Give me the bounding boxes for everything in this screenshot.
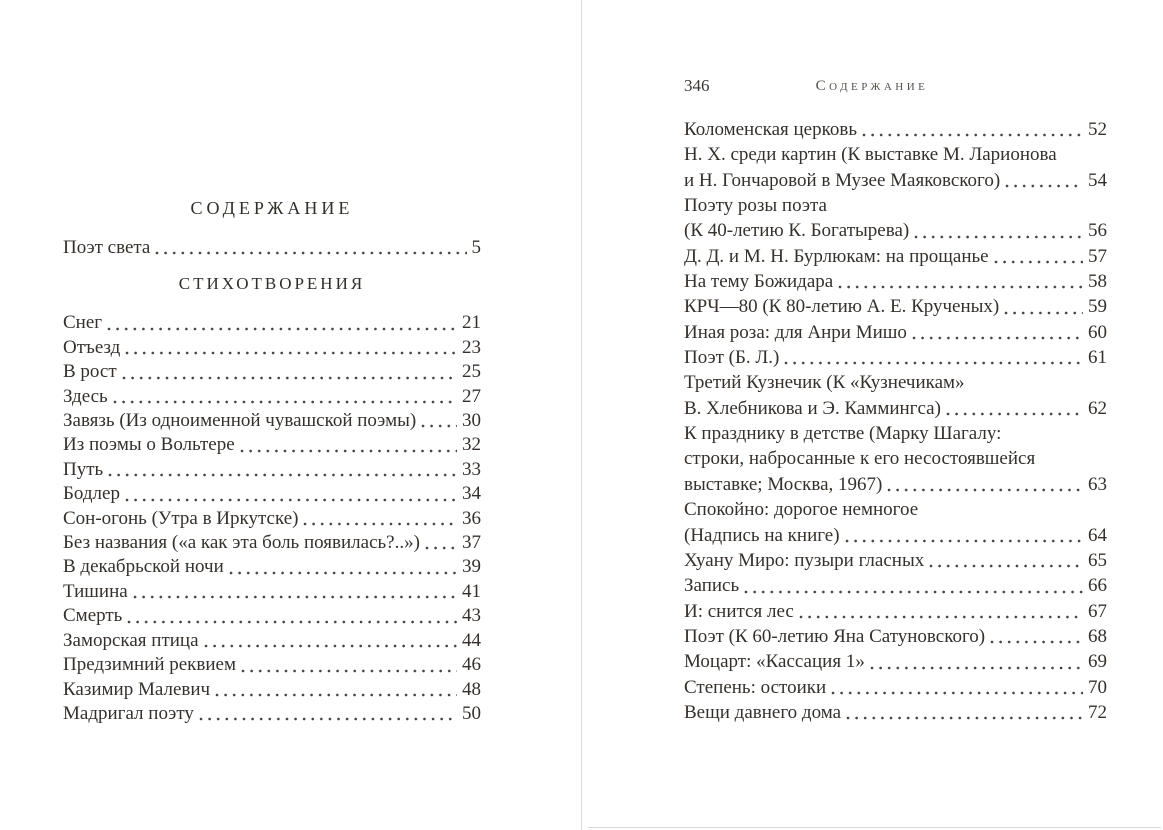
toc-entry-title: Хуану Миро: пузыри гласных <box>684 549 925 571</box>
toc-entry-line <box>684 548 1107 573</box>
toc-entry-page-number: 57 <box>1088 245 1107 267</box>
toc-entry-line <box>63 458 481 482</box>
dot-leader <box>865 649 1088 674</box>
toc-entry-title: Отъезд <box>63 336 121 358</box>
dot-leader <box>779 345 1088 370</box>
toc-entry-page-number: 58 <box>1088 271 1107 293</box>
toc-entry-page-number: 33 <box>462 458 481 480</box>
dot-leader <box>924 548 1088 573</box>
page-edge-line <box>588 827 1161 828</box>
dot-leader <box>909 218 1088 243</box>
toc-entry-title: Поэт (Б. Л.) <box>684 347 780 369</box>
toc-entry-title: Поэт света <box>63 237 151 258</box>
toc-entry-page-number: 23 <box>462 336 481 358</box>
toc-entry-line <box>684 244 1107 269</box>
toc-entry-line <box>684 599 1107 624</box>
toc-entry-page-number: 30 <box>462 410 481 432</box>
dot-leader <box>420 531 462 555</box>
toc-entry-line <box>684 446 1107 471</box>
toc-entry-line <box>684 193 1107 218</box>
right-page-header <box>592 76 1152 98</box>
running-title: Содержание <box>815 78 929 94</box>
dot-leader <box>224 555 462 579</box>
toc-entry-page-number: 66 <box>1088 575 1107 597</box>
toc-entry-line <box>63 433 481 457</box>
toc-entry-line <box>684 624 1107 649</box>
toc-main-title: СОДЕРЖАНИЕ <box>190 198 354 218</box>
toc-entry-line <box>63 678 481 702</box>
toc-entry-line <box>684 117 1107 142</box>
toc-entry-line <box>684 396 1107 421</box>
toc-entry-title: Сон-огонь (Утра в Иркутске) <box>63 507 299 529</box>
toc-entry-page-number: 65 <box>1088 549 1107 571</box>
toc-entry-title: Из поэмы о Вольтере <box>63 434 235 456</box>
toc-entry-page-number: 72 <box>1088 701 1107 723</box>
toc-entry-line <box>684 269 1107 294</box>
toc-entry-line <box>684 497 1107 522</box>
dot-leader <box>210 678 462 702</box>
dot-leader <box>236 653 462 677</box>
toc-entry-page-number: 54 <box>1088 169 1107 191</box>
page-number-folio: 346 <box>684 76 710 95</box>
toc-entry-line <box>63 580 481 604</box>
dot-leader <box>941 396 1088 421</box>
dot-leader <box>989 244 1088 269</box>
dot-leader <box>826 675 1088 700</box>
dot-leader <box>103 458 462 482</box>
toc-entry-page-number: 25 <box>462 361 481 383</box>
toc-entry-line <box>684 573 1107 598</box>
toc-entry-page-number: 68 <box>1088 625 1107 647</box>
toc-entry-page-number: 41 <box>462 580 481 602</box>
toc-front-list <box>63 236 481 260</box>
toc-entry-line <box>63 604 481 628</box>
dot-leader <box>999 294 1088 319</box>
toc-entry-title: Тишина <box>63 580 128 602</box>
toc-entry-title: Смерть <box>63 605 123 627</box>
toc-entry-line <box>684 523 1107 548</box>
toc-entry-line <box>684 142 1107 167</box>
toc-entry-title: Моцарт: «Кассация 1» <box>684 651 865 673</box>
toc-entry-title: Мадригал поэту <box>63 702 194 724</box>
toc-entry-line <box>684 294 1107 319</box>
toc-entry-title: Путь <box>63 458 104 480</box>
toc-entry-title: и Н. Гончаровой в Музее Маяковского) <box>684 169 1001 191</box>
toc-entry-line <box>63 555 481 579</box>
dot-leader <box>199 629 462 653</box>
toc-entry-title: И: снится лес <box>684 600 794 622</box>
dot-leader <box>1000 168 1088 193</box>
toc-entry-line <box>63 311 481 335</box>
toc-entry-page-number: 44 <box>462 629 481 651</box>
right-page <box>684 117 1107 725</box>
toc-entry-line <box>63 482 481 506</box>
dot-leader <box>833 269 1088 294</box>
toc-entry-page-number: 60 <box>1088 321 1107 343</box>
toc-entry-title: КРЧ—80 (К 80-летию А. Е. Крученых) <box>684 296 1000 318</box>
toc-entry-title: Степень: остоики <box>684 676 827 698</box>
toc-entry-title: Запись <box>684 575 740 597</box>
toc-entry-line <box>63 385 481 409</box>
toc-entry-page-number: 62 <box>1088 397 1107 419</box>
toc-entry-line <box>63 409 481 433</box>
toc-entry-line <box>684 700 1107 725</box>
toc-entry-page-number: 37 <box>462 532 481 554</box>
toc-entry-page-number: 63 <box>1088 473 1107 495</box>
toc-entry-page-number: 34 <box>462 483 481 505</box>
toc-entry-title: выставке; Москва, 1967) <box>684 473 883 495</box>
toc-entry-title: В рост <box>63 361 117 383</box>
toc-entry-page-number: 5 <box>471 237 481 258</box>
toc-entry-line <box>684 370 1107 395</box>
toc-entry-page-number: 39 <box>462 556 481 578</box>
dot-leader <box>907 320 1088 345</box>
toc-entry-line <box>684 675 1107 700</box>
dot-leader <box>108 385 462 409</box>
toc-entry-title: В. Хлебникова и Э. Каммингса) <box>684 397 941 419</box>
toc-section-title: СТИХОТВОРЕНИЯ <box>178 274 366 294</box>
toc-entry-page-number: 32 <box>462 434 481 456</box>
toc-list-left <box>63 311 481 726</box>
toc-entry-line <box>63 360 481 384</box>
toc-entry-line <box>63 653 481 677</box>
dot-leader <box>120 482 462 506</box>
toc-entry-title: Поэт (К 60-летию Яна Сатуновского) <box>684 625 986 647</box>
toc-entry-title: Здесь <box>63 385 108 407</box>
dot-leader <box>882 472 1088 497</box>
toc-entry-title: К празднику в детстве (Марку Шагалу: <box>684 423 1002 445</box>
toc-entry-title: Д. Д. и М. Н. Бурлюкам: на прощанье <box>684 245 989 267</box>
toc-entry-page-number: 46 <box>462 654 481 676</box>
toc-entry-page-number: 43 <box>462 605 481 627</box>
dot-leader <box>416 409 462 433</box>
toc-entry-title: Без названия («а как эта боль появилась?..») <box>63 532 420 554</box>
dot-leader <box>128 580 462 604</box>
toc-entry-title: На тему Божидара <box>684 271 834 293</box>
toc-entry-title: (Надпись на книге) <box>684 524 840 546</box>
toc-entry-title: Предзимний реквием <box>63 654 237 676</box>
toc-entry-page-number: 21 <box>462 312 481 334</box>
left-page <box>63 196 481 726</box>
toc-entry-line <box>684 320 1107 345</box>
toc-entry-title: строки, набросанные к его несостоявшейся <box>684 448 1036 470</box>
toc-entry-title: Спокойно: дорогое немногое <box>684 499 919 521</box>
toc-entry-page-number: 50 <box>462 702 481 724</box>
dot-leader <box>298 507 462 531</box>
toc-entry-line <box>63 507 481 531</box>
dot-leader <box>841 700 1088 725</box>
toc-entry-page-number: 64 <box>1088 524 1107 546</box>
toc-entry-title: Снег <box>63 312 103 334</box>
toc-entry-title: Заморская птица <box>63 629 199 651</box>
dot-leader <box>102 311 462 335</box>
dot-leader <box>985 624 1088 649</box>
toc-list-right <box>684 117 1107 725</box>
toc-entry-title: Завязь (Из одноименной чувашской поэмы) <box>63 410 417 432</box>
dot-leader <box>194 702 462 726</box>
toc-entry-line <box>63 702 481 726</box>
toc-entry-page-number: 36 <box>462 507 481 529</box>
toc-entry-title: Коломенская церковь <box>684 119 858 140</box>
toc-entry-line <box>63 336 481 360</box>
dot-leader <box>840 523 1088 548</box>
toc-entry-title: Иная роза: для Анри Мишо <box>684 321 907 343</box>
toc-entry-title: В декабрьской ночи <box>63 556 224 578</box>
toc-entry-page-number: 59 <box>1088 296 1107 318</box>
dot-leader <box>120 336 462 360</box>
toc-entry-line <box>684 168 1107 193</box>
toc-entry-title: Казимир Малевич <box>63 678 211 700</box>
toc-entry-page-number: 27 <box>462 385 481 407</box>
toc-entry-page-number: 61 <box>1088 347 1107 369</box>
toc-entry-line <box>684 218 1107 243</box>
toc-entry-page-number: 52 <box>1088 119 1107 140</box>
dot-leader <box>857 117 1088 142</box>
toc-entry-page-number: 70 <box>1088 676 1107 698</box>
toc-entry-line <box>684 472 1107 497</box>
page-gutter-line <box>581 0 582 830</box>
toc-entry-title: Поэту розы поэта <box>684 195 827 217</box>
dot-leader <box>794 599 1088 624</box>
dot-leader <box>235 433 462 457</box>
toc-entry-title: (К 40-летию К. Богатырева) <box>684 220 910 242</box>
toc-entry-line <box>63 531 481 555</box>
dot-leader <box>117 360 462 384</box>
toc-entry-title: Бодлер <box>63 483 120 505</box>
dot-leader <box>122 604 462 628</box>
dot-leader <box>739 573 1088 598</box>
toc-entry-page-number: 48 <box>462 678 481 700</box>
toc-entry-page-number: 56 <box>1088 220 1107 242</box>
toc-entry-line <box>684 649 1107 674</box>
toc-entry-line <box>684 345 1107 370</box>
toc-entry-title: Третий Кузнечик (К «Кузнечикам» <box>684 372 965 394</box>
toc-entry-title: Вещи давнего дома <box>684 701 842 723</box>
toc-entry-line <box>63 629 481 653</box>
toc-entry-page-number: 67 <box>1088 600 1107 622</box>
dot-leader <box>150 236 471 260</box>
toc-entry-line <box>63 236 481 260</box>
toc-entry-title: Н. Х. среди картин (К выставке М. Ларионова <box>684 144 1057 166</box>
toc-entry-page-number: 69 <box>1088 651 1107 673</box>
toc-entry-line <box>684 421 1107 446</box>
